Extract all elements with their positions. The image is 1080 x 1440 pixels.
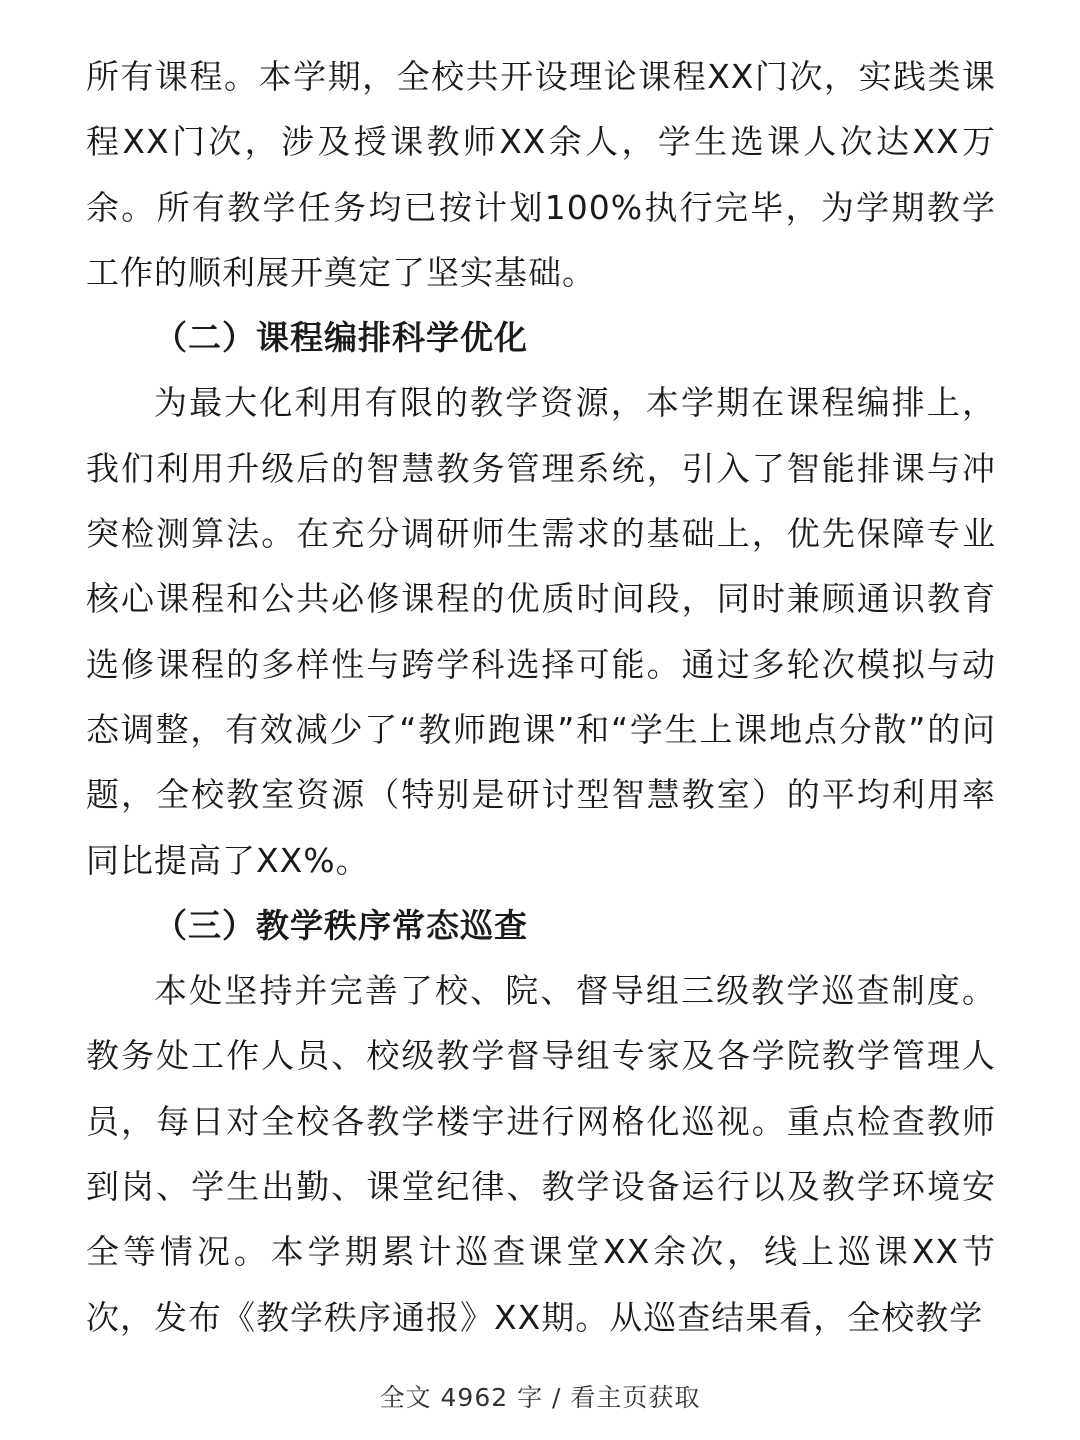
section-heading-3: （三）教学秩序常态巡查	[154, 905, 528, 945]
paragraph-teaching-inspection: 本处坚持并完善了校、院、督导组三级教学巡查制度。教务处工作人员、校级教学督导组专家及各学院教学管理人员，每日对全校各教学楼宇进行网格化巡视。重点检查教师到岗、学生出勤、课堂纪律、教学设备运行以及教学环境安全等情况。本学期累计巡查课堂XX余次，线上巡课XX节次，发布《教学秩序通报》XX期。从巡查结果看，全校教学	[86, 971, 996, 1337]
paragraph-continuation: 所有课程。本学期，全校共开设理论课程XX门次，实践类课程XX门次，涉及授课教师XX余人，学生选课人次达XX万余。所有教学任务均已按计划100%执行完毕，为学期教学工作的顺利展开奠定了坚实基础。	[86, 57, 996, 292]
document-body	[86, 44, 996, 1350]
paragraph-course-scheduling: 为最大化利用有限的教学资源，本学期在课程编排上，我们利用升级后的智慧教务管理系统，引入了智能排课与冲突检测算法。在充分调研师生需求的基础上，优先保障专业核心课程和公共必修课程的优质时间段，同时兼顾通识教育选修课程的多样性与跨学科选择可能。通过多轮次模拟与动态调整，有效减少了“教师跑课”和“学生上课地点分散”的问题，全校教室资源（特别是研讨型智慧教室）的平均利用率同比提高了XX%。	[86, 383, 996, 880]
section-heading-2: （二）课程编排科学优化	[154, 318, 528, 358]
footer-note: 全文 4962 字 / 看主页获取	[379, 1383, 701, 1412]
